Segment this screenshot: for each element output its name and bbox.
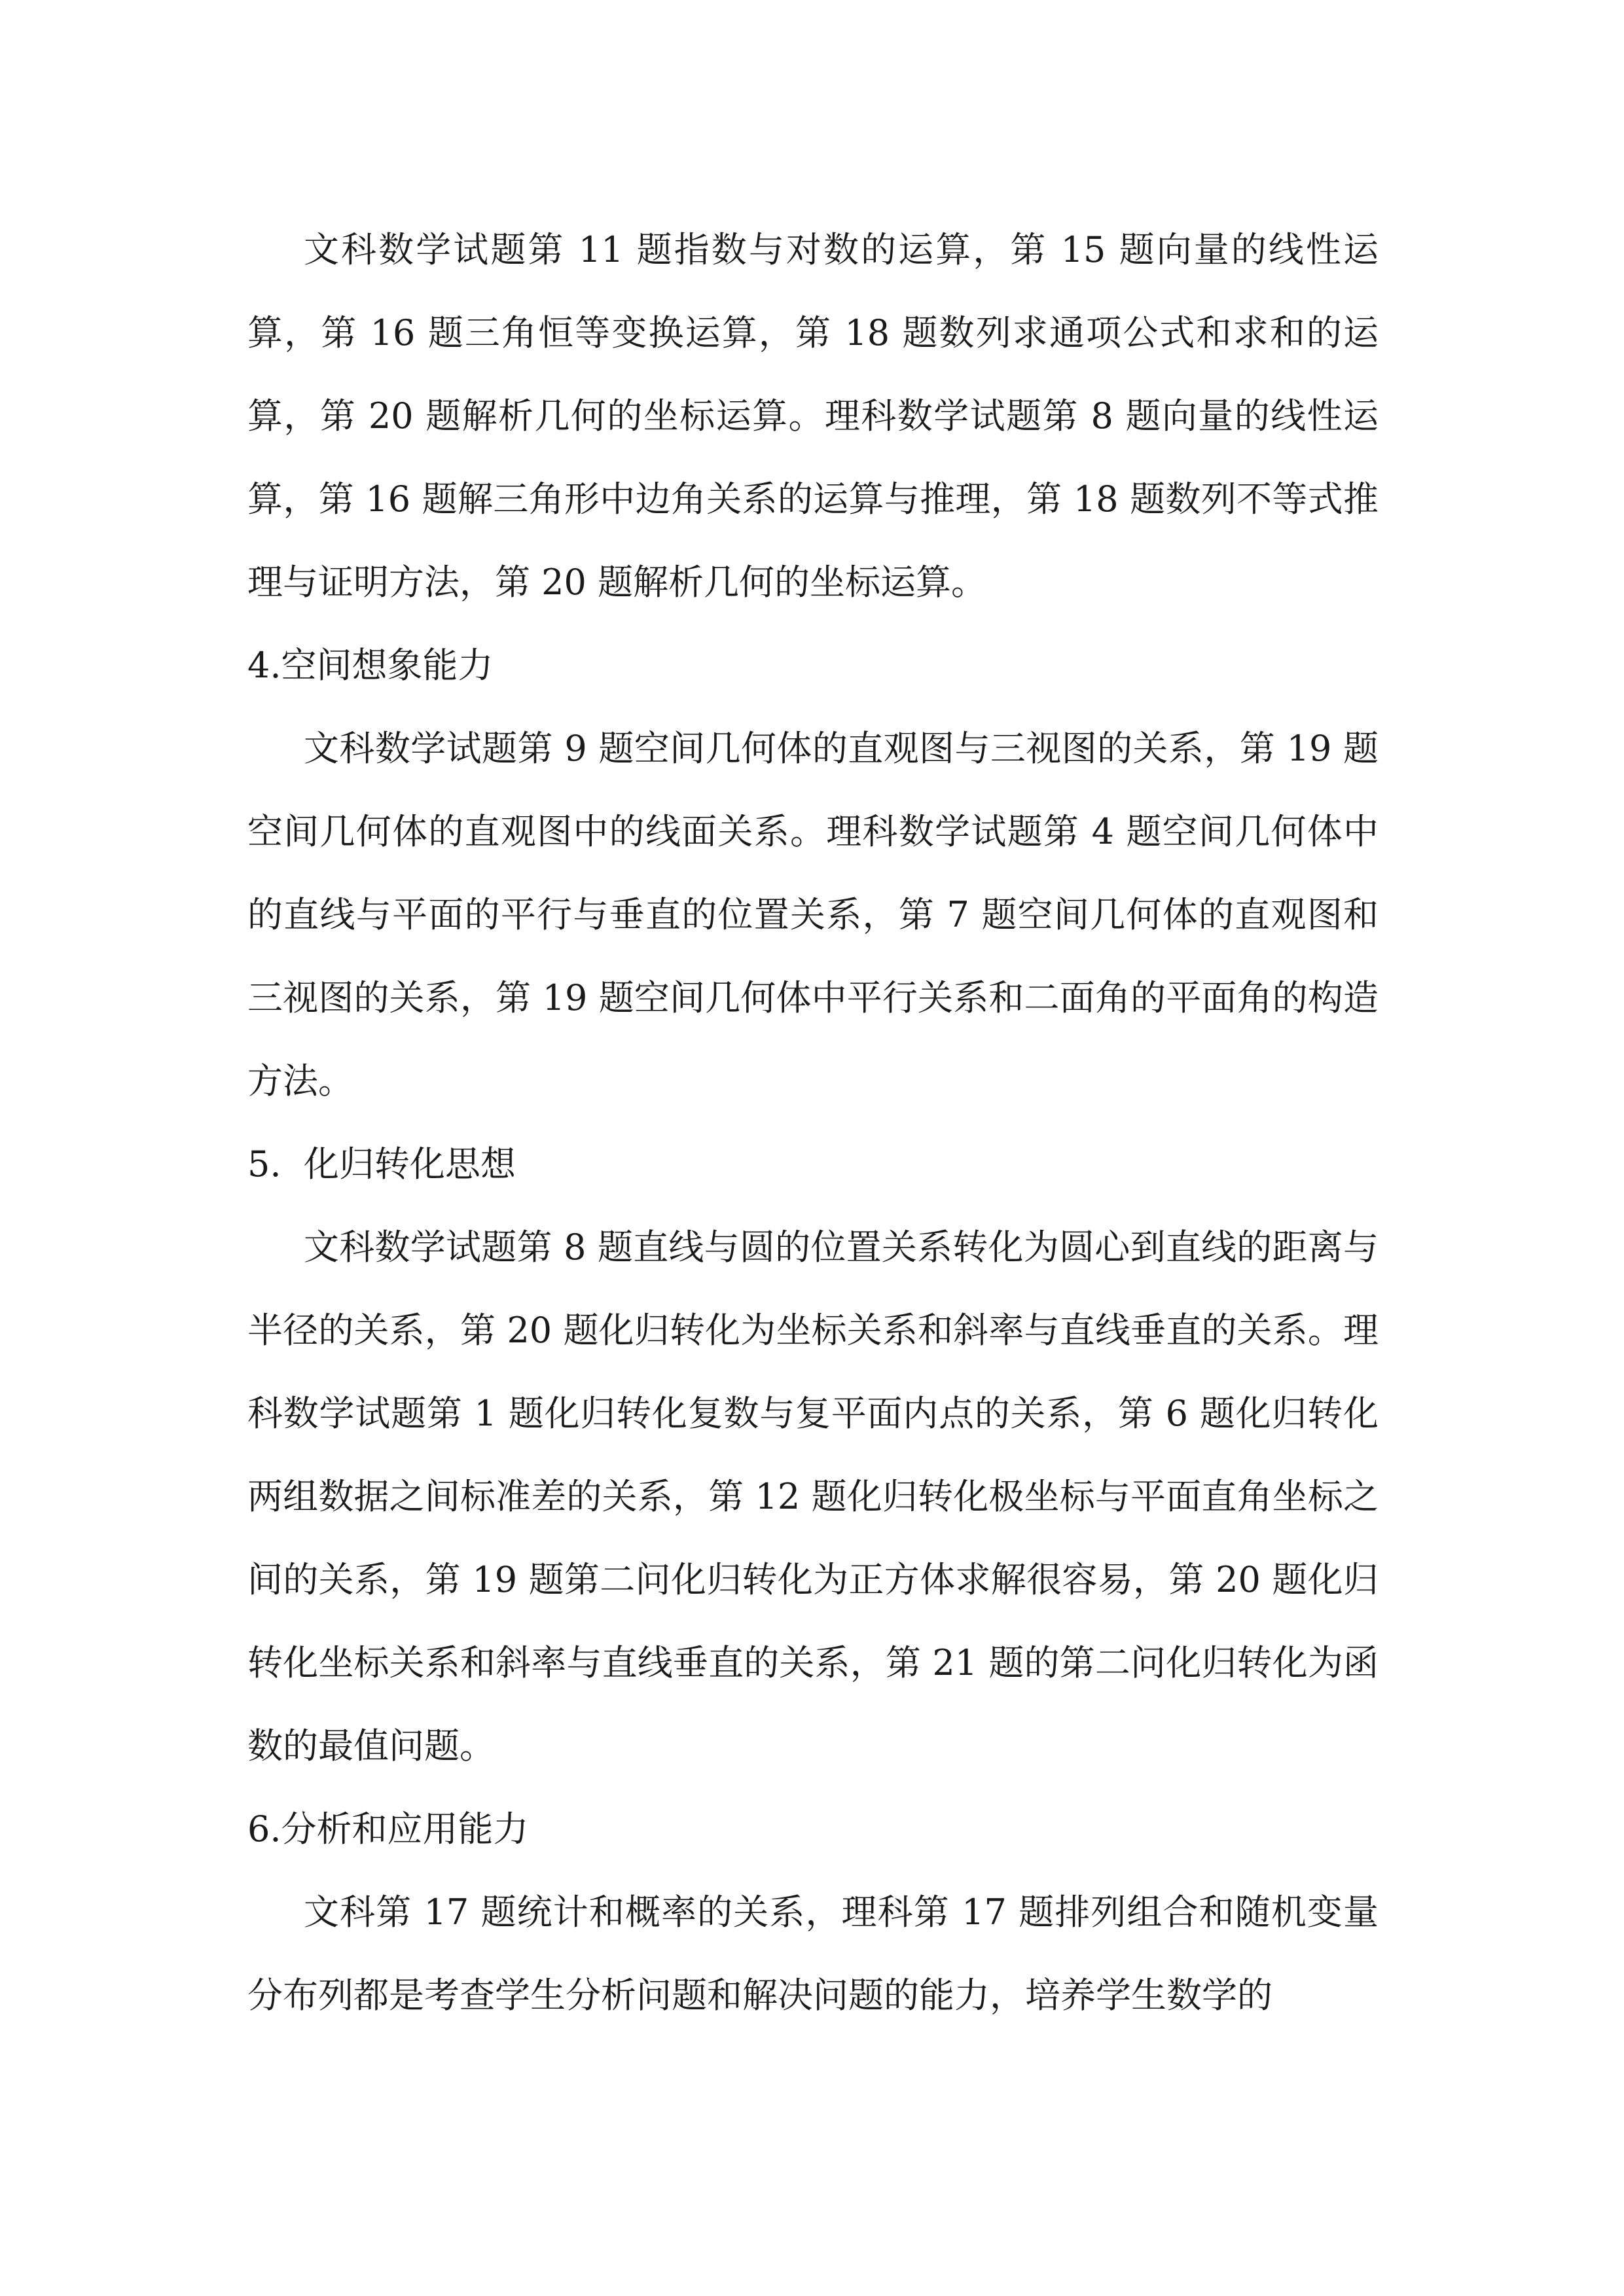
paragraph-spatial-imagination: 文科数学试题第 9 题空间几何体的直观图与三视图的关系，第 19 题空间几何体的直观图中的线面关系。理科数学试题第 4 题空间几何体中的直线与平面的平行与垂直的位置关系，第 7 题空间几何体的直观图和三视图的关系，第 19 题空间几何体中平行关系和二面角的平面角的构造方法。: [247, 728, 1379, 1102]
document-body: [247, 208, 1379, 2037]
heading-reduction-transformation: 5. 化归转化思想: [247, 1143, 516, 1185]
paragraph-analysis-application: 文科第 17 题统计和概率的关系，理科第 17 题排列组合和随机变量分布列都是考查学生分析问题和解决问题的能力，培养学生数学的: [247, 1892, 1379, 2016]
heading-spatial-imagination: 4.空间想象能力: [247, 645, 494, 686]
paragraph-reduction-transformation: 文科数学试题第 8 题直线与圆的位置关系转化为圆心到直线的距离与半径的关系，第 20 题化归转化为坐标关系和斜率与直线垂直的关系。理科数学试题第 1 题化归转化复数与复平面内点的关系，第 6 题化归转化两组数据之间标准差的关系，第 12 题化归转化极坐标与平面直角坐标之间的关系，第 19 题第二问化归转化为正方体求解很容易，第 20 题化归转化坐标关系和斜率与直线垂直的关系，第 21 题的第二问化归转化为函数的最值问题。: [247, 1227, 1379, 1767]
heading-analysis-application: 6.分析和应用能力: [247, 1808, 529, 1850]
paragraph-computation-ability: 文科数学试题第 11 题指数与对数的运算，第 15 题向量的线性运算，第 16 题三角恒等变换运算，第 18 题数列求通项公式和求和的运算，第 20 题解析几何的坐标运算。理科数学试题第 8 题向量的线性运算，第 16 题解三角形中边角关系的运算与推理，第 18 题数列不等式推理与证明方法，第 20 题解析几何的坐标运算。: [247, 229, 1379, 603]
